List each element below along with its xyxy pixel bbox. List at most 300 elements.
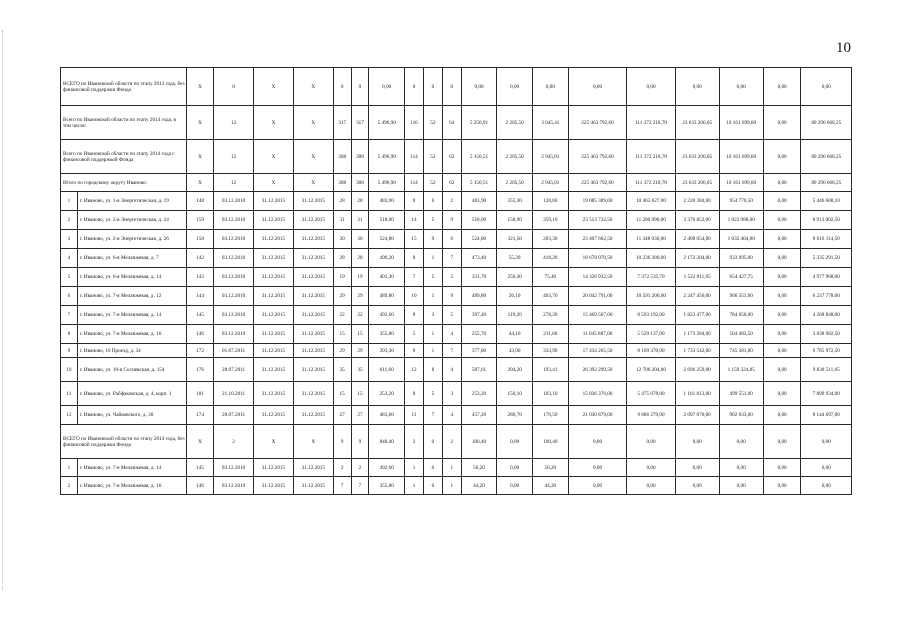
table-cell: 0,00 bbox=[497, 425, 533, 459]
table-cell: 1 159 324,85 bbox=[719, 358, 763, 382]
table-cell: 28.07.2011 bbox=[214, 406, 254, 425]
table-cell: 62 bbox=[442, 174, 461, 192]
table-cell: 489,80 bbox=[369, 287, 405, 306]
table-cell: 31.12.2015 bbox=[293, 287, 333, 306]
table-cell: 03.12.2010 bbox=[214, 192, 254, 211]
table-cell: 26 392 299,50 bbox=[568, 358, 627, 382]
table-cell: 483,90 bbox=[369, 192, 405, 211]
table-cell: X bbox=[254, 425, 294, 459]
table-cell: 119,20 bbox=[497, 306, 533, 325]
table-cell: X bbox=[254, 174, 294, 192]
table-cell: 0,00 bbox=[719, 459, 763, 477]
table-cell: 22 bbox=[351, 306, 369, 325]
table-cell: 0,00 bbox=[763, 287, 801, 306]
table-cell: 0,00 bbox=[369, 68, 405, 106]
table-cell: 7 bbox=[423, 406, 442, 425]
table-cell: 308 bbox=[333, 174, 351, 192]
table-cell: 256,30 bbox=[497, 268, 533, 287]
address-cell: г. Иваново, ул. 2-я Энергетическая, д. 24 bbox=[77, 211, 186, 230]
table-cell: 2 220 384,00 bbox=[675, 192, 719, 211]
table-cell: 1 733 542,00 bbox=[675, 344, 719, 358]
table-cell: 31.12.2015 bbox=[293, 211, 333, 230]
table-row bbox=[61, 306, 852, 325]
table-cell: 31.12.2015 bbox=[293, 382, 333, 406]
table-cell: 0,00 bbox=[719, 477, 763, 495]
table-cell: 308 bbox=[351, 174, 369, 192]
table-cell: X bbox=[293, 68, 333, 106]
table-cell: 31 bbox=[333, 211, 351, 230]
address-cell: г. Иваново, ул. 6-я Меланжевая, д. 7 bbox=[77, 249, 186, 268]
table-cell: 0,00 bbox=[763, 230, 801, 249]
table-cell: 397,40 bbox=[461, 306, 497, 325]
table-cell: 0,00 bbox=[497, 459, 533, 477]
table-cell: 225 463 792,60 bbox=[568, 140, 627, 174]
table-cell: X bbox=[293, 140, 333, 174]
table-row bbox=[61, 287, 852, 306]
table-cell: 0,00 bbox=[763, 68, 801, 106]
table-cell: 03.12.2010 bbox=[214, 459, 254, 477]
table-cell: 145 bbox=[186, 459, 213, 477]
table-cell: 355,30 bbox=[497, 192, 533, 211]
table-cell: 19 085 389,60 bbox=[568, 192, 627, 211]
table-cell: 2 376 852,00 bbox=[675, 211, 719, 230]
table-cell: 355,80 bbox=[369, 325, 405, 344]
table-cell: 5 bbox=[442, 306, 461, 325]
table-cell: 27 bbox=[351, 406, 369, 425]
table-cell: 7 bbox=[351, 477, 369, 495]
table-cell: 23 633 206,05 bbox=[675, 106, 719, 140]
table-cell: 31.12.2015 bbox=[254, 406, 294, 425]
table-cell: 146 bbox=[186, 325, 213, 344]
table-cell: 933 995,00 bbox=[719, 249, 763, 268]
table-cell: 10 bbox=[405, 287, 424, 306]
table-cell: 2 247 456,00 bbox=[675, 287, 719, 306]
table-cell: 8 bbox=[405, 344, 424, 358]
row-label: Всего по Ивановской области по этапу 2014 года, в том числе: bbox=[61, 106, 187, 140]
table-cell: 17 434 265,50 bbox=[568, 344, 627, 358]
table-cell: 8 593 192,00 bbox=[627, 306, 675, 325]
table-cell: 20 042 791,00 bbox=[568, 287, 627, 306]
table-cell: 114 bbox=[405, 140, 424, 174]
row-number: 3 bbox=[61, 230, 78, 249]
table-cell: 0,00 bbox=[568, 459, 627, 477]
table-cell: 31.12.2015 bbox=[293, 268, 333, 287]
table-cell: 31.12.2015 bbox=[254, 268, 294, 287]
row-label: Всего по Ивановской области по этапу 2014 года с финансовой поддержкой Фонда bbox=[61, 140, 187, 174]
table-cell: 7 bbox=[442, 249, 461, 268]
table-cell: 64 bbox=[442, 106, 461, 140]
table-cell: 8 bbox=[405, 249, 424, 268]
table-cell: 0,00 bbox=[719, 425, 763, 459]
table-cell: 2 097 870,00 bbox=[675, 406, 719, 425]
table-cell: 902 033,00 bbox=[719, 406, 763, 425]
table-cell: 52 bbox=[423, 174, 442, 192]
table-cell: 18 678 070,50 bbox=[568, 249, 627, 268]
table-cell: 35 bbox=[351, 358, 369, 382]
table-cell: 355,80 bbox=[369, 477, 405, 495]
table-cell: 100,40 bbox=[461, 425, 497, 459]
table-cell: 31.12.2015 bbox=[254, 306, 294, 325]
table-cell: 22 bbox=[333, 306, 351, 325]
summary-row bbox=[61, 174, 852, 192]
table-cell: 0,00 bbox=[675, 459, 719, 477]
table-cell: 8 913 902,50 bbox=[801, 211, 852, 230]
table-cell: 3 045,41 bbox=[532, 106, 568, 140]
table-cell: 211,60 bbox=[532, 325, 568, 344]
table-cell: 393,30 bbox=[369, 344, 405, 358]
table-cell: 21.10.2011 bbox=[214, 382, 254, 406]
table-cell: 30 bbox=[351, 230, 369, 249]
table-cell: 1 823 477,00 bbox=[675, 306, 719, 325]
table-row bbox=[61, 192, 852, 211]
table-cell: 518,00 bbox=[461, 211, 497, 230]
table-row bbox=[61, 211, 852, 230]
table-cell: 0,00 bbox=[763, 344, 801, 358]
address-cell: г. Иваново, ул. 6-я Меланжевая, д. 14 bbox=[77, 268, 186, 287]
table-cell: 28.07.2011 bbox=[214, 358, 254, 382]
row-number: 4 bbox=[61, 249, 78, 268]
table-cell: 9 bbox=[351, 425, 369, 459]
table-cell: 611,60 bbox=[369, 358, 405, 382]
table-cell: 21 030 879,00 bbox=[568, 406, 627, 425]
table-cell: 15 bbox=[333, 382, 351, 406]
table-cell: 158,90 bbox=[497, 211, 533, 230]
table-cell: 29 bbox=[351, 344, 369, 358]
row-number: 1 bbox=[61, 192, 78, 211]
table-cell: 9 bbox=[442, 287, 461, 306]
table-cell: 0,00 bbox=[763, 249, 801, 268]
table-cell: 0 bbox=[423, 425, 442, 459]
table-cell: 100,40 bbox=[532, 425, 568, 459]
row-number: 6 bbox=[61, 287, 78, 306]
table-cell: 3 bbox=[442, 382, 461, 406]
page-number: 10 bbox=[836, 40, 851, 56]
table-cell: 11 348 030,00 bbox=[627, 230, 675, 249]
table-cell: 2 bbox=[214, 425, 254, 459]
table-cell: 146 bbox=[186, 477, 213, 495]
row-number: 7 bbox=[61, 306, 78, 325]
row-label: ВСЕГО по Ивановской области по этапу 2014 года, без финансовой поддержки Фонда bbox=[61, 425, 187, 459]
table-cell: 31.12.2015 bbox=[254, 477, 294, 495]
table-cell: 1 bbox=[423, 287, 442, 306]
table-cell: 333,90 bbox=[532, 344, 568, 358]
table-cell: 128,60 bbox=[532, 192, 568, 211]
table-cell: 31.12.2015 bbox=[254, 192, 294, 211]
table-cell: 0,00 bbox=[763, 459, 801, 477]
row-number: 1 bbox=[61, 459, 78, 477]
table-cell: 158 bbox=[186, 230, 213, 249]
table-cell: 111 372 218,70 bbox=[627, 106, 675, 140]
table-cell: 0,00 bbox=[763, 140, 801, 174]
table-cell: 308 bbox=[333, 140, 351, 174]
table-cell: 0,00 bbox=[763, 406, 801, 425]
address-cell: г. Иваново, ул. 7-я Меланжевая, д. 14 bbox=[77, 306, 186, 325]
table-cell: 5 446 608,10 bbox=[801, 192, 852, 211]
table-cell: 2 205,50 bbox=[497, 174, 533, 192]
table-cell: 0,00 bbox=[801, 425, 852, 459]
address-cell: г. Иваново, ул. 7-я Меланжевая, д. 14 bbox=[77, 459, 186, 477]
table-cell: 5 150,51 bbox=[461, 140, 497, 174]
table-cell: X bbox=[186, 106, 213, 140]
table-cell: X bbox=[293, 425, 333, 459]
table-cell: 2 bbox=[442, 268, 461, 287]
table-cell: 0 bbox=[351, 68, 369, 106]
table-cell: 253,20 bbox=[461, 382, 497, 406]
table-cell: 1 bbox=[423, 325, 442, 344]
table-cell: 463,70 bbox=[532, 287, 568, 306]
table-row bbox=[61, 268, 852, 287]
table-cell: 172 bbox=[186, 344, 213, 358]
address-cell: г. Иваново, ул. 1-я Энергетическая, д. 19 bbox=[77, 192, 186, 211]
table-cell: 80 296 668,25 bbox=[801, 106, 852, 140]
table-cell: 181 bbox=[186, 382, 213, 406]
table-cell: 5 335 291,50 bbox=[801, 249, 852, 268]
table-cell: 0,00 bbox=[763, 174, 801, 192]
table-cell: 0,00 bbox=[763, 106, 801, 140]
table-cell: 518,00 bbox=[369, 211, 405, 230]
table-cell: 0 bbox=[214, 68, 254, 106]
table-cell: 12 bbox=[214, 106, 254, 140]
table-cell: 0,00 bbox=[763, 268, 801, 287]
table-cell: 150,10 bbox=[497, 382, 533, 406]
address-cell: г. Иваново, ул. 7-я Меланжевая, д. 12 bbox=[77, 287, 186, 306]
table-cell: 504 483,50 bbox=[719, 325, 763, 344]
table-cell: 27 bbox=[333, 406, 351, 425]
table-cell: 1 035 404,00 bbox=[719, 230, 763, 249]
table-cell: 784 050,00 bbox=[719, 306, 763, 325]
table-cell: 103,10 bbox=[532, 382, 568, 406]
row-number: 12 bbox=[61, 406, 78, 425]
table-cell: 26,10 bbox=[497, 287, 533, 306]
table-cell: 80 296 668,25 bbox=[801, 140, 852, 174]
table-cell: 35 bbox=[333, 358, 351, 382]
row-number: 9 bbox=[61, 344, 78, 358]
table-cell: 31.12.2015 bbox=[254, 325, 294, 344]
table-cell: 0,00 bbox=[801, 459, 852, 477]
table-row bbox=[61, 382, 852, 406]
table-cell: 5 529 137,00 bbox=[627, 325, 675, 344]
table-cell: 03.12.2010 bbox=[214, 211, 254, 230]
table-cell: 5 150,51 bbox=[461, 174, 497, 192]
table-cell: 2 172 204,00 bbox=[675, 249, 719, 268]
table-cell: 03.12.2010 bbox=[214, 306, 254, 325]
table-cell: 255,70 bbox=[461, 325, 497, 344]
address-cell: г. Иваново, ул. 7-я Меланжевая, д. 16 bbox=[77, 325, 186, 344]
table-cell: 7 bbox=[405, 268, 424, 287]
summary-row bbox=[61, 106, 852, 140]
table-cell: 11 200 990,00 bbox=[627, 211, 675, 230]
address-cell: г. Иваново, ул. 10-я Сосневская, д. 154 bbox=[77, 358, 186, 382]
table-cell: 1 022 988,00 bbox=[719, 211, 763, 230]
table-cell: 2 945,01 bbox=[532, 140, 568, 174]
table-cell: 29 bbox=[333, 344, 351, 358]
table-cell: 2 bbox=[333, 459, 351, 477]
table-cell: 5 250,91 bbox=[461, 106, 497, 140]
table-cell: 28 bbox=[351, 249, 369, 268]
table-row bbox=[61, 459, 852, 477]
table-cell: 9 bbox=[423, 230, 442, 249]
table-cell: 111 372 218,70 bbox=[627, 140, 675, 174]
table-cell: 143 bbox=[186, 268, 213, 287]
table-cell: 0 bbox=[423, 477, 442, 495]
table-cell: 253,20 bbox=[369, 382, 405, 406]
table-cell: 1 bbox=[405, 459, 424, 477]
table-cell: 524,80 bbox=[369, 230, 405, 249]
table-cell: X bbox=[186, 174, 213, 192]
table-cell: 0,00 bbox=[675, 477, 719, 495]
table-cell: 5 496,90 bbox=[369, 140, 405, 174]
table-cell: 29 bbox=[351, 287, 369, 306]
table-cell: 0,00 bbox=[763, 192, 801, 211]
row-number: 5 bbox=[61, 268, 78, 287]
table-cell: 12 bbox=[214, 174, 254, 192]
table-cell: 52 bbox=[423, 106, 442, 140]
table-cell: 111 372 218,70 bbox=[627, 174, 675, 192]
table-cell: 0,00 bbox=[801, 477, 852, 495]
table-cell: 0,00 bbox=[763, 211, 801, 230]
table-cell: 2 bbox=[442, 192, 461, 211]
table-row bbox=[61, 358, 852, 382]
table-cell: 10 161 699,60 bbox=[719, 140, 763, 174]
table-cell: 142 bbox=[186, 249, 213, 268]
table-cell: 31.12.2015 bbox=[254, 344, 294, 358]
address-cell: г. Иваново, ул. Чайковского, д. 30 bbox=[77, 406, 186, 425]
table-cell: 2 bbox=[442, 425, 461, 459]
table-cell: 1 bbox=[442, 459, 461, 477]
table-cell: 31.12.2015 bbox=[293, 358, 333, 382]
table-cell: 0,00 bbox=[497, 477, 533, 495]
housing-program-table bbox=[60, 67, 852, 495]
table-cell: 0,00 bbox=[801, 68, 852, 106]
table-cell: 03.12.2010 bbox=[214, 249, 254, 268]
left-edge-marks bbox=[2, 30, 7, 590]
table-cell: 31.12.2015 bbox=[254, 249, 294, 268]
table-cell: 29 bbox=[333, 287, 351, 306]
table-cell: 0,00 bbox=[627, 68, 675, 106]
table-cell: 0 bbox=[423, 459, 442, 477]
table-cell: 31.12.2015 bbox=[293, 325, 333, 344]
table-cell: 6 237 778,00 bbox=[801, 287, 852, 306]
table-cell: 15 469 567,00 bbox=[568, 306, 627, 325]
table-cell: 28 bbox=[351, 192, 369, 211]
table-cell: 19 bbox=[351, 268, 369, 287]
table-cell: 8 144 697,00 bbox=[801, 406, 852, 425]
table-cell: 15 bbox=[351, 382, 369, 406]
table-cell: 10 161 699,60 bbox=[719, 174, 763, 192]
table-cell: 954 770,50 bbox=[719, 192, 763, 211]
table-cell: 6 785 972,50 bbox=[801, 344, 852, 358]
table-cell: 966 351,00 bbox=[719, 287, 763, 306]
table-cell: 80 296 668,25 bbox=[801, 174, 852, 192]
table-cell: 03.12.2010 bbox=[214, 477, 254, 495]
address-cell: г. Иваново, 10 Проезд, д. 34 bbox=[77, 344, 186, 358]
table-row bbox=[61, 230, 852, 249]
table-cell: 848,40 bbox=[369, 425, 405, 459]
table-cell: 3 838 982,50 bbox=[801, 325, 852, 344]
table-cell: 2 945,01 bbox=[532, 174, 568, 192]
table-cell: 44,20 bbox=[532, 477, 568, 495]
table-cell: 75,40 bbox=[532, 268, 568, 287]
table-cell: 31.12.2015 bbox=[254, 459, 294, 477]
table-cell: 745 381,00 bbox=[719, 344, 763, 358]
table-cell: 14 326 932,50 bbox=[568, 268, 627, 287]
summary-row bbox=[61, 140, 852, 174]
table-cell: 43,90 bbox=[497, 344, 533, 358]
table-cell: 1 bbox=[442, 477, 461, 495]
table-cell: 8 bbox=[405, 192, 424, 211]
table-cell: 5 496,90 bbox=[369, 174, 405, 192]
table-cell: 401,30 bbox=[369, 268, 405, 287]
table-cell: 55,20 bbox=[497, 249, 533, 268]
table-cell: 28 bbox=[333, 192, 351, 211]
table-cell: 31.12.2015 bbox=[293, 406, 333, 425]
table-cell: 52 bbox=[423, 140, 442, 174]
table-cell: 317 bbox=[351, 106, 369, 140]
table-cell: 4 bbox=[442, 406, 461, 425]
table-cell: 5 bbox=[423, 268, 442, 287]
row-number: 2 bbox=[61, 211, 78, 230]
table-cell: 15 036 376,00 bbox=[568, 382, 627, 406]
table-cell: 6 bbox=[442, 230, 461, 249]
table-cell: 145 bbox=[186, 306, 213, 325]
row-number: 10 bbox=[61, 358, 78, 382]
table-cell: X bbox=[254, 106, 294, 140]
table-cell: 0,00 bbox=[763, 382, 801, 406]
table-cell: 12 bbox=[405, 358, 424, 382]
table-cell: 15 bbox=[333, 325, 351, 344]
table-row bbox=[61, 325, 852, 344]
table-cell: 03.12.2010 bbox=[214, 230, 254, 249]
table-cell: 0,00 bbox=[627, 477, 675, 495]
table-cell: 7 899 934,00 bbox=[801, 382, 852, 406]
table-cell: 5 496,90 bbox=[369, 106, 405, 140]
table-cell: 2 bbox=[351, 459, 369, 477]
table-cell: 0 bbox=[423, 68, 442, 106]
table-cell: 11 045 887,00 bbox=[568, 325, 627, 344]
table-row bbox=[61, 344, 852, 358]
row-number: 11 bbox=[61, 382, 78, 406]
table-cell: 1 bbox=[423, 344, 442, 358]
table-cell: 0,00 bbox=[497, 68, 533, 106]
table-cell: 0 bbox=[405, 68, 424, 106]
table-cell: 394,20 bbox=[497, 358, 533, 382]
table-cell: 492,60 bbox=[369, 306, 405, 325]
table-cell: 23 633 206,05 bbox=[675, 140, 719, 174]
table-cell: 4 bbox=[442, 358, 461, 382]
table-cell: X bbox=[254, 140, 294, 174]
table-cell: 31.12.2015 bbox=[254, 382, 294, 406]
table-cell: 4 bbox=[442, 325, 461, 344]
table-cell: 23 513 732,50 bbox=[568, 211, 627, 230]
table-cell: 9 bbox=[442, 211, 461, 230]
table-cell: X bbox=[254, 68, 294, 106]
table-cell: 0,00 bbox=[763, 358, 801, 382]
table-cell: 14 bbox=[405, 211, 424, 230]
table-cell: 0,00 bbox=[532, 68, 568, 106]
table-cell: 5 475 078,00 bbox=[627, 382, 675, 406]
address-cell: г. Иваново, ул. 2-я Энергетическая, д. 26 bbox=[77, 230, 186, 249]
table-cell: 174 bbox=[186, 406, 213, 425]
table-cell: 8 bbox=[405, 306, 424, 325]
table-cell: 2 205,50 bbox=[497, 140, 533, 174]
table-cell: 483,90 bbox=[461, 192, 497, 211]
table-cell: 9 bbox=[333, 425, 351, 459]
table-cell: 473,40 bbox=[461, 249, 497, 268]
table-cell: 321,50 bbox=[497, 230, 533, 249]
table-cell: 12 bbox=[214, 140, 254, 174]
table-cell: 9 886 279,00 bbox=[627, 406, 675, 425]
table-cell: 144 bbox=[186, 287, 213, 306]
